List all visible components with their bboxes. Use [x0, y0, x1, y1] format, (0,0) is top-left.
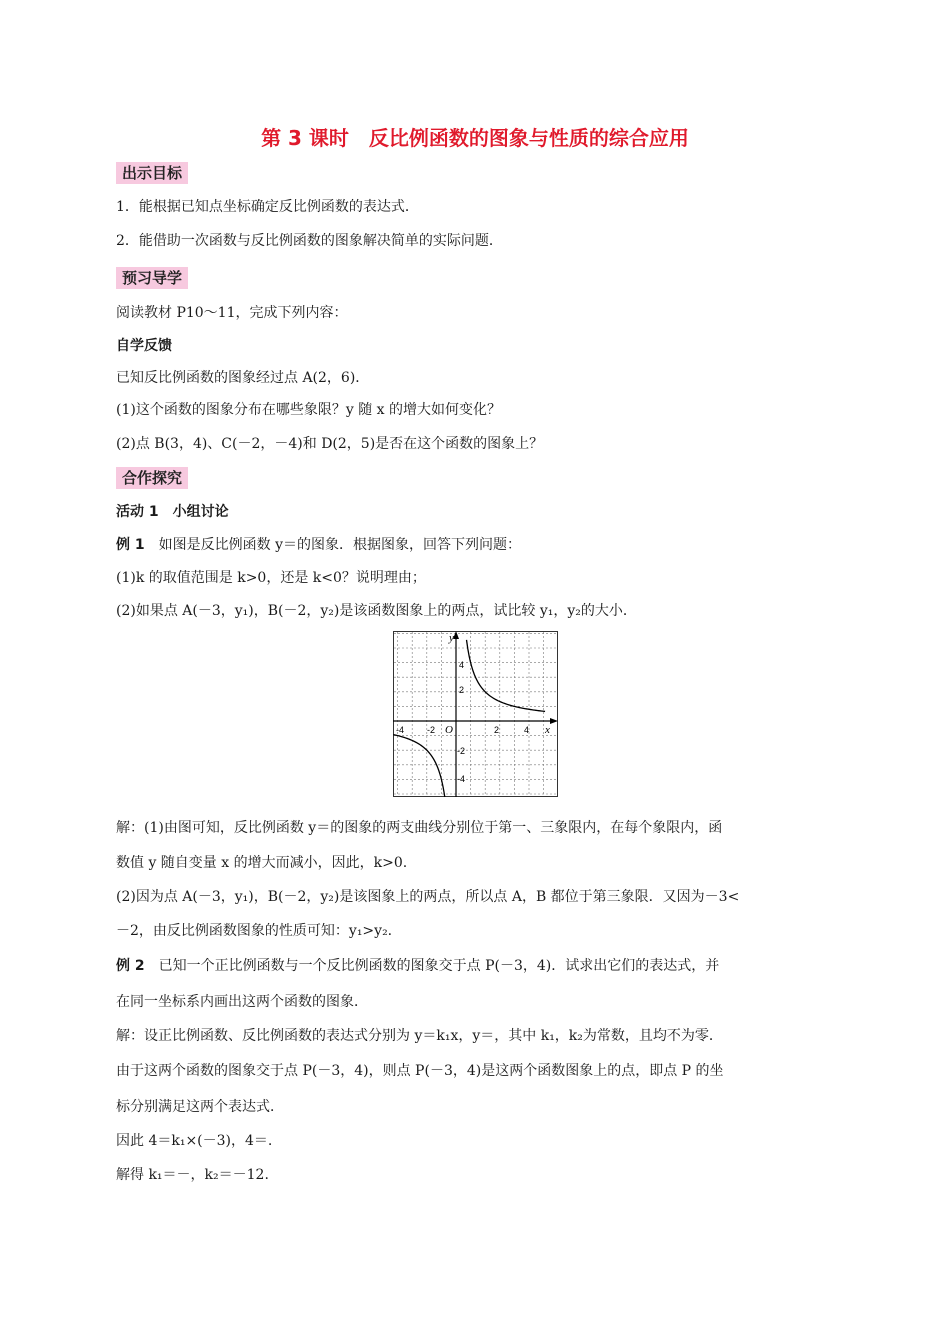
hyperbola-graph — [393, 631, 558, 797]
preview-line-2: (1)这个函数的图象分布在哪些象限？y 随 x 的增大如何变化？ — [116, 402, 501, 418]
y-axis — [453, 631, 459, 797]
example-1-text: 如图是反比例函数 y＝的图象．根据图象，回答下列问题： — [144, 537, 521, 553]
example-2-label: 例 2 — [116, 958, 145, 974]
y-axis-label: y — [449, 632, 454, 644]
y-tick-label-neg2: -2 — [457, 746, 466, 756]
goal-1: 1．能根据已知点坐标确定反比例函数的表达式． — [116, 199, 419, 215]
goal-2: 2．能借助一次函数与反比例函数的图象解决简单的实际问题． — [116, 233, 503, 249]
example-2 — [116, 956, 719, 976]
y-tick-label-2: 2 — [459, 685, 465, 695]
graph-border — [394, 632, 558, 797]
section-preview-badge: 预习导学 — [116, 267, 188, 289]
solution-2-line-4: 因此 4＝k₁×(－3)，4＝. — [116, 1133, 273, 1149]
solution-2-line-2: 由于这两个函数的图象交于点 P(－3，4)，则点 P(－3，4)是这两个函数图象上的点，即点 P 的坐 — [116, 1063, 724, 1079]
hyperbola-branch-first-quadrant — [467, 640, 546, 712]
example-2-text: 已知一个正比例函数与一个反比例函数的图象交于点 P(－3，4)．试求出它们的表达式，并 — [144, 958, 720, 974]
y-tick-label-neg4: -4 — [457, 774, 466, 784]
solution-1-line-3: (2)因为点 A(－3，y₁)，B(－2，y₂)是该图象上的两点，所以点 A，B 都位于第三象限．又因为－3< — [116, 889, 740, 905]
preview-line-3: (2)点 B(3，4)、C(－2，－4)和 D(2，5)是否在这个函数的图象上？ — [116, 436, 544, 452]
example-1 — [116, 535, 521, 555]
example-1-label: 例 1 — [116, 537, 145, 553]
x-axis — [393, 718, 558, 724]
x-tick-label-neg2: -2 — [427, 725, 436, 735]
preview-subhead: 自学反馈 — [116, 338, 172, 354]
x-tick-label-2: 2 — [494, 725, 500, 735]
hyperbola-branch-third-quadrant — [393, 735, 445, 797]
section-goals-badge: 出示目标 — [116, 162, 188, 184]
activity-heading: 活动 1 小组讨论 — [116, 504, 229, 520]
x-axis-label: x — [545, 724, 550, 736]
solution-1-line-1: 解：(1)由图可知，反比例函数 y＝的图象的两支曲线分别位于第一、三象限内，在每个象限内，函 — [116, 820, 723, 836]
example-2-line-2: 在同一坐标系内画出这两个函数的图象． — [116, 994, 368, 1010]
solution-2-line-5: 解得 k₁＝－，k₂＝－12. — [116, 1167, 269, 1183]
origin-label: O — [445, 724, 453, 736]
y-tick-label-4: 4 — [459, 660, 465, 670]
x-tick-label-4: 4 — [524, 725, 530, 735]
solution-2-line-1: 解：设正比例函数、反比例函数的表达式分别为 y＝k₁x，y＝，其中 k₁，k₂为常数，且均不为零． — [116, 1028, 723, 1044]
example-1-question-1: (1)k 的取值范围是 k>0，还是 k<0？说明理由； — [116, 570, 426, 586]
example-1-question-2: (2)如果点 A(－3，y₁)，B(－2，y₂)是该函数图象上的两点，试比较 y₁，y₂的大小． — [116, 603, 637, 619]
preview-line-1: 已知反比例函数的图象经过点 A(2，6)． — [116, 370, 370, 386]
solution-2-line-3: 标分别满足这两个表达式． — [116, 1099, 284, 1115]
solution-1-line-4: －2，由反比例函数图象的性质可知：y₁>y₂. — [116, 923, 393, 939]
preview-intro: 阅读教材 P10～11，完成下列内容： — [116, 305, 348, 321]
x-tick-label-neg4: -4 — [396, 725, 405, 735]
page-title: 第 3 课时 反比例函数的图象与性质的综合应用 — [261, 126, 689, 150]
section-explore-badge: 合作探究 — [116, 467, 188, 489]
graph-grid — [394, 632, 558, 797]
solution-1-line-2: 数值 y 随自变量 x 的增大而减小，因此，k>0. — [116, 855, 408, 871]
